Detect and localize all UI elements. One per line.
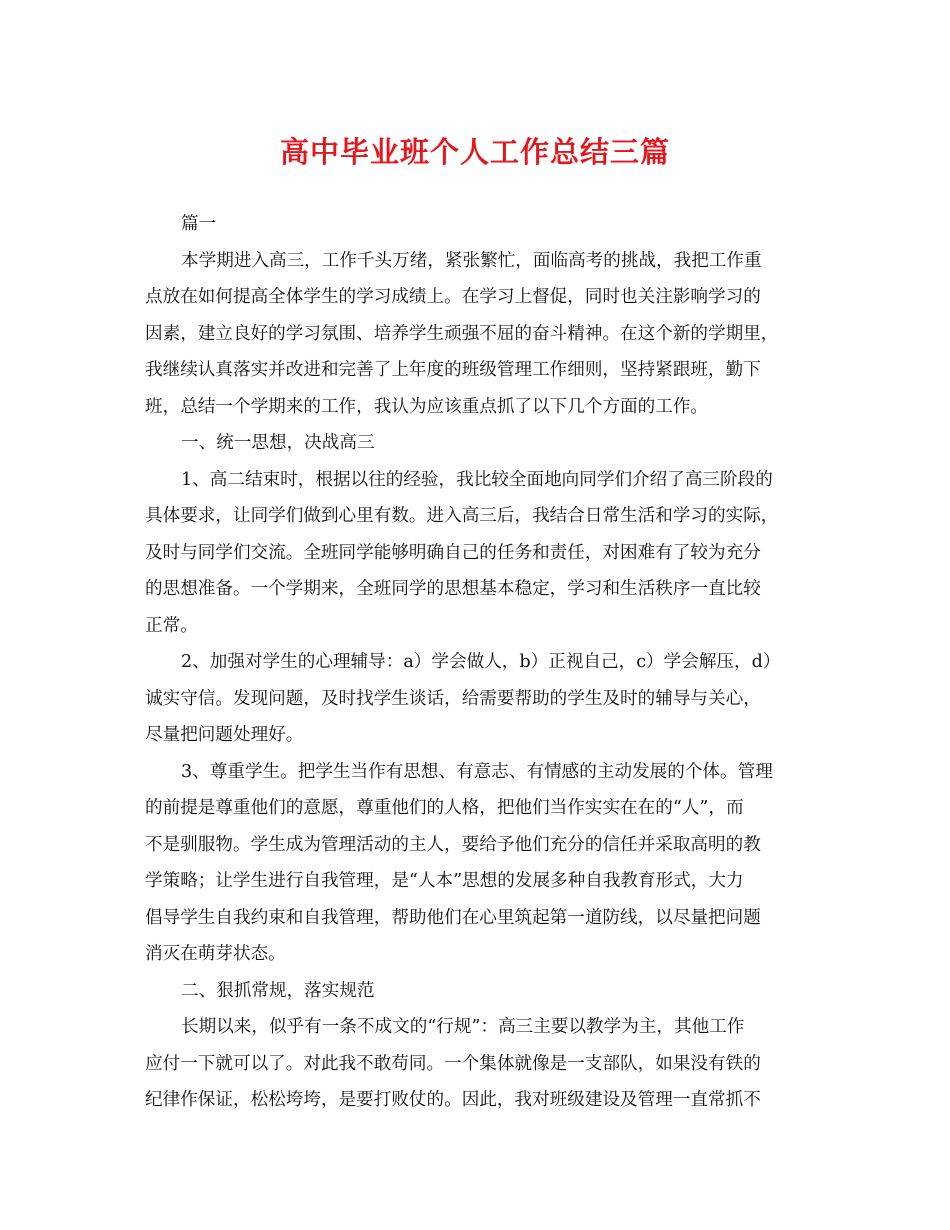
text-line: 二、狠抓常规，落实规范: [181, 980, 375, 1001]
text-line: 应付一下就可以了。对此我不敢苟同。一个集体就像是一支部队，如果没有铁的: [145, 1053, 761, 1074]
text-line: 班，总结一个学期来的工作，我认为应该重点抓了以下几个方面的工作。: [145, 396, 709, 417]
text-line: 学策略；让学生进行自我管理，是“人本”思想的发展多种自我教育形式，大力: [145, 871, 744, 891]
text-line: 不是驯服物。学生成为管理活动的主人，要给予他们充分的信任并采取高明的教: [145, 834, 761, 855]
text-line: 本学期进入高三，工作千头万绪，紧张繁忙，面临高考的挑战，我把工作重: [181, 250, 762, 271]
text-line: 纪律作保证，松松垮垮，是要打败仗的。因此，我对班级建设及管理一直常抓不: [145, 1090, 761, 1110]
text-line: 3、尊重学生。把学生当作有思想、有意志、有情感的主动发展的个体。管理: [181, 761, 773, 782]
text-line: 尽量把问题处理好。: [145, 725, 304, 745]
text-line: 的思想准备。一个学期来，全班同学的思想基本稳定，学习和生活秩序一直比较: [145, 579, 761, 599]
text-line: 倡导学生自我约束和自我管理，帮助他们在心里筑起第一道防线，以尽量把问题: [145, 907, 761, 928]
text-line: 2、加强对学生的心理辅导：a）学会做人，b）正视自己，c）学会解压，d）: [181, 652, 781, 672]
text-line: 点放在如何提高全体学生的学习成绩上。在学习上督促，同时也关注影响学习的: [145, 287, 761, 307]
text-line: 因素，建立良好的学习氛围、培养学生顽强不屈的奋斗精神。在这个新的学期里，: [145, 323, 779, 344]
text-line: 长期以来，似乎有一条不成文的“行规”：高三主要以教学为主，其他工作: [181, 1017, 745, 1037]
text-line: 一、统一思想，决战高三: [181, 433, 375, 453]
text-line: 消灭在萌芽状态。: [145, 944, 286, 964]
text-line: 篇一: [181, 214, 217, 234]
text-line: 正常。: [145, 615, 198, 636]
document-title: 高中毕业班个人工作总结三篇: [279, 135, 670, 169]
text-line: 及时与同学们交流。全班同学能够明确自己的任务和责任，对困难有了较为充分: [145, 542, 761, 563]
document-body: [145, 206, 807, 1119]
text-line: 具体要求，让同学们做到心里有数。进入高三后，我结合日常生活和学习的实际，: [145, 506, 779, 526]
text-line: 我继续认真落实并改进和完善了上年度的班级管理工作细则，坚持紧跟班，勤下: [145, 360, 761, 380]
text-line: 的前提是尊重他们的意愿，尊重他们的人格，把他们当作实实在在的“人”，而: [145, 798, 744, 818]
text-line: 诚实守信。发现问题，及时找学生谈话，给需要帮助的学生及时的辅导与关心，: [145, 688, 761, 709]
text-line: 1、高二结束时，根据以往的经验，我比较全面地向同学们介绍了高三阶段的: [181, 469, 773, 490]
